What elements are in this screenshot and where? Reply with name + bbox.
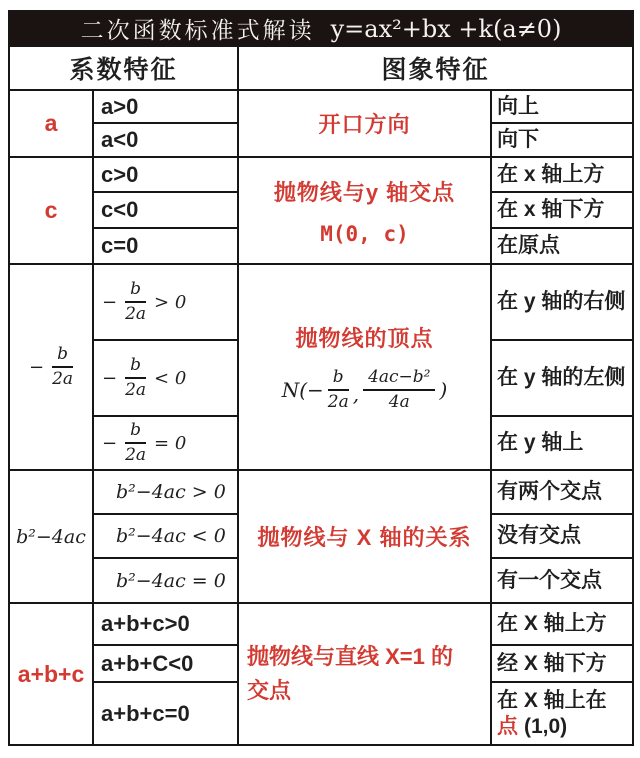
condition-sum-negative: a+b+C<0 xyxy=(93,645,238,682)
result-on-x-axis-at-point xyxy=(491,682,633,745)
fraction-numerator: b xyxy=(125,356,146,379)
vertex-point-formula xyxy=(282,368,448,411)
condition-a-positive: a>0 xyxy=(93,90,238,123)
relation-operator: = 0 xyxy=(154,432,187,454)
fraction-numerator: b xyxy=(52,345,73,368)
condition-discriminant-zero: b²−4ac = 0 xyxy=(93,558,238,603)
header-graph-features: 图象特征 xyxy=(238,46,633,90)
coefficient-label-discriminant: b²−4ac xyxy=(9,470,93,603)
coefficient-label-vertex-x xyxy=(9,264,93,470)
point-word: 点 xyxy=(497,714,518,738)
result-no-intersection: 没有交点 xyxy=(491,514,633,558)
formula-prefix: N(− xyxy=(281,378,324,402)
minus-sign: − xyxy=(102,291,118,313)
fraction-denominator: 2a xyxy=(125,304,147,324)
description-x-axis-relation xyxy=(238,470,491,603)
result-below-x-axis: 经 X 轴下方 xyxy=(491,645,633,682)
fraction-b-over-2a xyxy=(125,356,146,399)
condition-vertex-x-positive xyxy=(93,264,238,340)
condition-sum-positive: a+b+c>0 xyxy=(93,603,238,645)
intercept-point-formula: M(0, c) xyxy=(320,221,409,246)
coefficient-label-a: a xyxy=(9,90,93,157)
description-text-line2: 交点 xyxy=(247,678,292,703)
description-text: 开口方向 xyxy=(318,112,411,137)
description-text: 抛物线与y 轴交点 xyxy=(273,179,456,205)
result-line2 xyxy=(497,714,630,739)
fraction-numerator: b xyxy=(125,421,146,444)
condition-c-negative: c<0 xyxy=(93,192,238,228)
result-above-x-axis: 在 x 轴上方 xyxy=(491,157,633,192)
description-stack xyxy=(239,176,490,246)
result-at-origin: 在原点 xyxy=(491,228,633,264)
condition-c-zero: c=0 xyxy=(93,228,238,264)
result-on-y-axis: 在 y 轴上 xyxy=(491,416,633,470)
fraction-denominator: 2a xyxy=(327,392,349,412)
description-stack xyxy=(239,322,490,411)
result-one-intersection: 有一个交点 xyxy=(491,558,633,603)
result-opens-up: 向上 xyxy=(491,90,633,123)
condition-vertex-x-negative xyxy=(93,340,238,416)
description-opening-direction xyxy=(238,90,491,157)
title-inner xyxy=(10,12,632,45)
title-bar xyxy=(9,11,633,46)
fraction-denominator: 2a xyxy=(125,380,147,400)
result-below-x-axis: 在 x 轴下方 xyxy=(491,192,633,228)
fraction-expression xyxy=(102,421,237,464)
description-y-axis-intercept xyxy=(238,157,491,264)
condition-c-positive: c>0 xyxy=(93,157,238,192)
description-text-line1: 抛物线与直线 X=1 的 xyxy=(247,644,453,670)
relation-operator: > 0 xyxy=(154,291,187,313)
fraction-expression xyxy=(102,280,237,323)
fraction-b-over-2a xyxy=(52,345,73,388)
condition-sum-zero: a+b+c=0 xyxy=(93,682,238,745)
title-formula: y=ax²+bx +k(a≠0) xyxy=(330,14,562,43)
description-parabola-vertex xyxy=(238,264,491,470)
result-left-of-y-axis: 在 y 轴的左侧 xyxy=(491,340,633,416)
coefficient-label-sum: a+b+c xyxy=(9,603,93,745)
result-line1: 在 X 轴上在 xyxy=(497,689,607,713)
fraction-expression xyxy=(10,345,92,388)
condition-discriminant-negative: b²−4ac < 0 xyxy=(93,514,238,558)
description-stack xyxy=(239,642,490,705)
minus-sign: − xyxy=(102,367,118,389)
result-opens-down: 向下 xyxy=(491,123,633,157)
fraction-numerator: b xyxy=(125,280,146,303)
fraction-b-over-2a xyxy=(328,368,349,411)
result-right-of-y-axis: 在 y 轴的右侧 xyxy=(491,264,633,340)
fraction-denominator: 4a xyxy=(388,392,410,412)
fraction-4ac-b2-over-4a xyxy=(363,368,435,411)
minus-sign: − xyxy=(102,432,118,454)
fraction-denominator: 2a xyxy=(125,445,147,465)
quadratic-standard-form-table xyxy=(8,10,634,746)
minus-sign: − xyxy=(28,356,45,378)
description-text: 抛物线与 X 轴的关系 xyxy=(257,525,472,550)
fraction-numerator: b xyxy=(328,368,349,391)
description-text: 抛物线的顶点 xyxy=(295,326,434,352)
formula-comma: , xyxy=(352,381,360,406)
coefficient-label-c: c xyxy=(9,157,93,264)
fraction-b-over-2a xyxy=(125,421,146,464)
result-two-intersections: 有两个交点 xyxy=(491,470,633,514)
fraction-b-over-2a xyxy=(125,280,146,323)
condition-vertex-x-zero xyxy=(93,416,238,470)
relation-operator: < 0 xyxy=(154,367,187,389)
formula-suffix: ) xyxy=(439,378,448,402)
fraction-expression xyxy=(102,356,237,399)
header-coefficient-features: 系数特征 xyxy=(9,46,238,90)
condition-a-negative: a<0 xyxy=(93,123,238,157)
result-above-x-axis: 在 X 轴上方 xyxy=(491,603,633,645)
fraction-denominator: 2a xyxy=(52,369,74,389)
page-title: 二次函数标准式解读 xyxy=(80,18,315,44)
description-line-x1-intersection xyxy=(238,603,491,745)
point-coordinates: (1,0) xyxy=(524,714,568,738)
fraction-numerator: 4ac−b² xyxy=(363,368,435,391)
condition-discriminant-positive: b²−4ac > 0 xyxy=(93,470,238,514)
